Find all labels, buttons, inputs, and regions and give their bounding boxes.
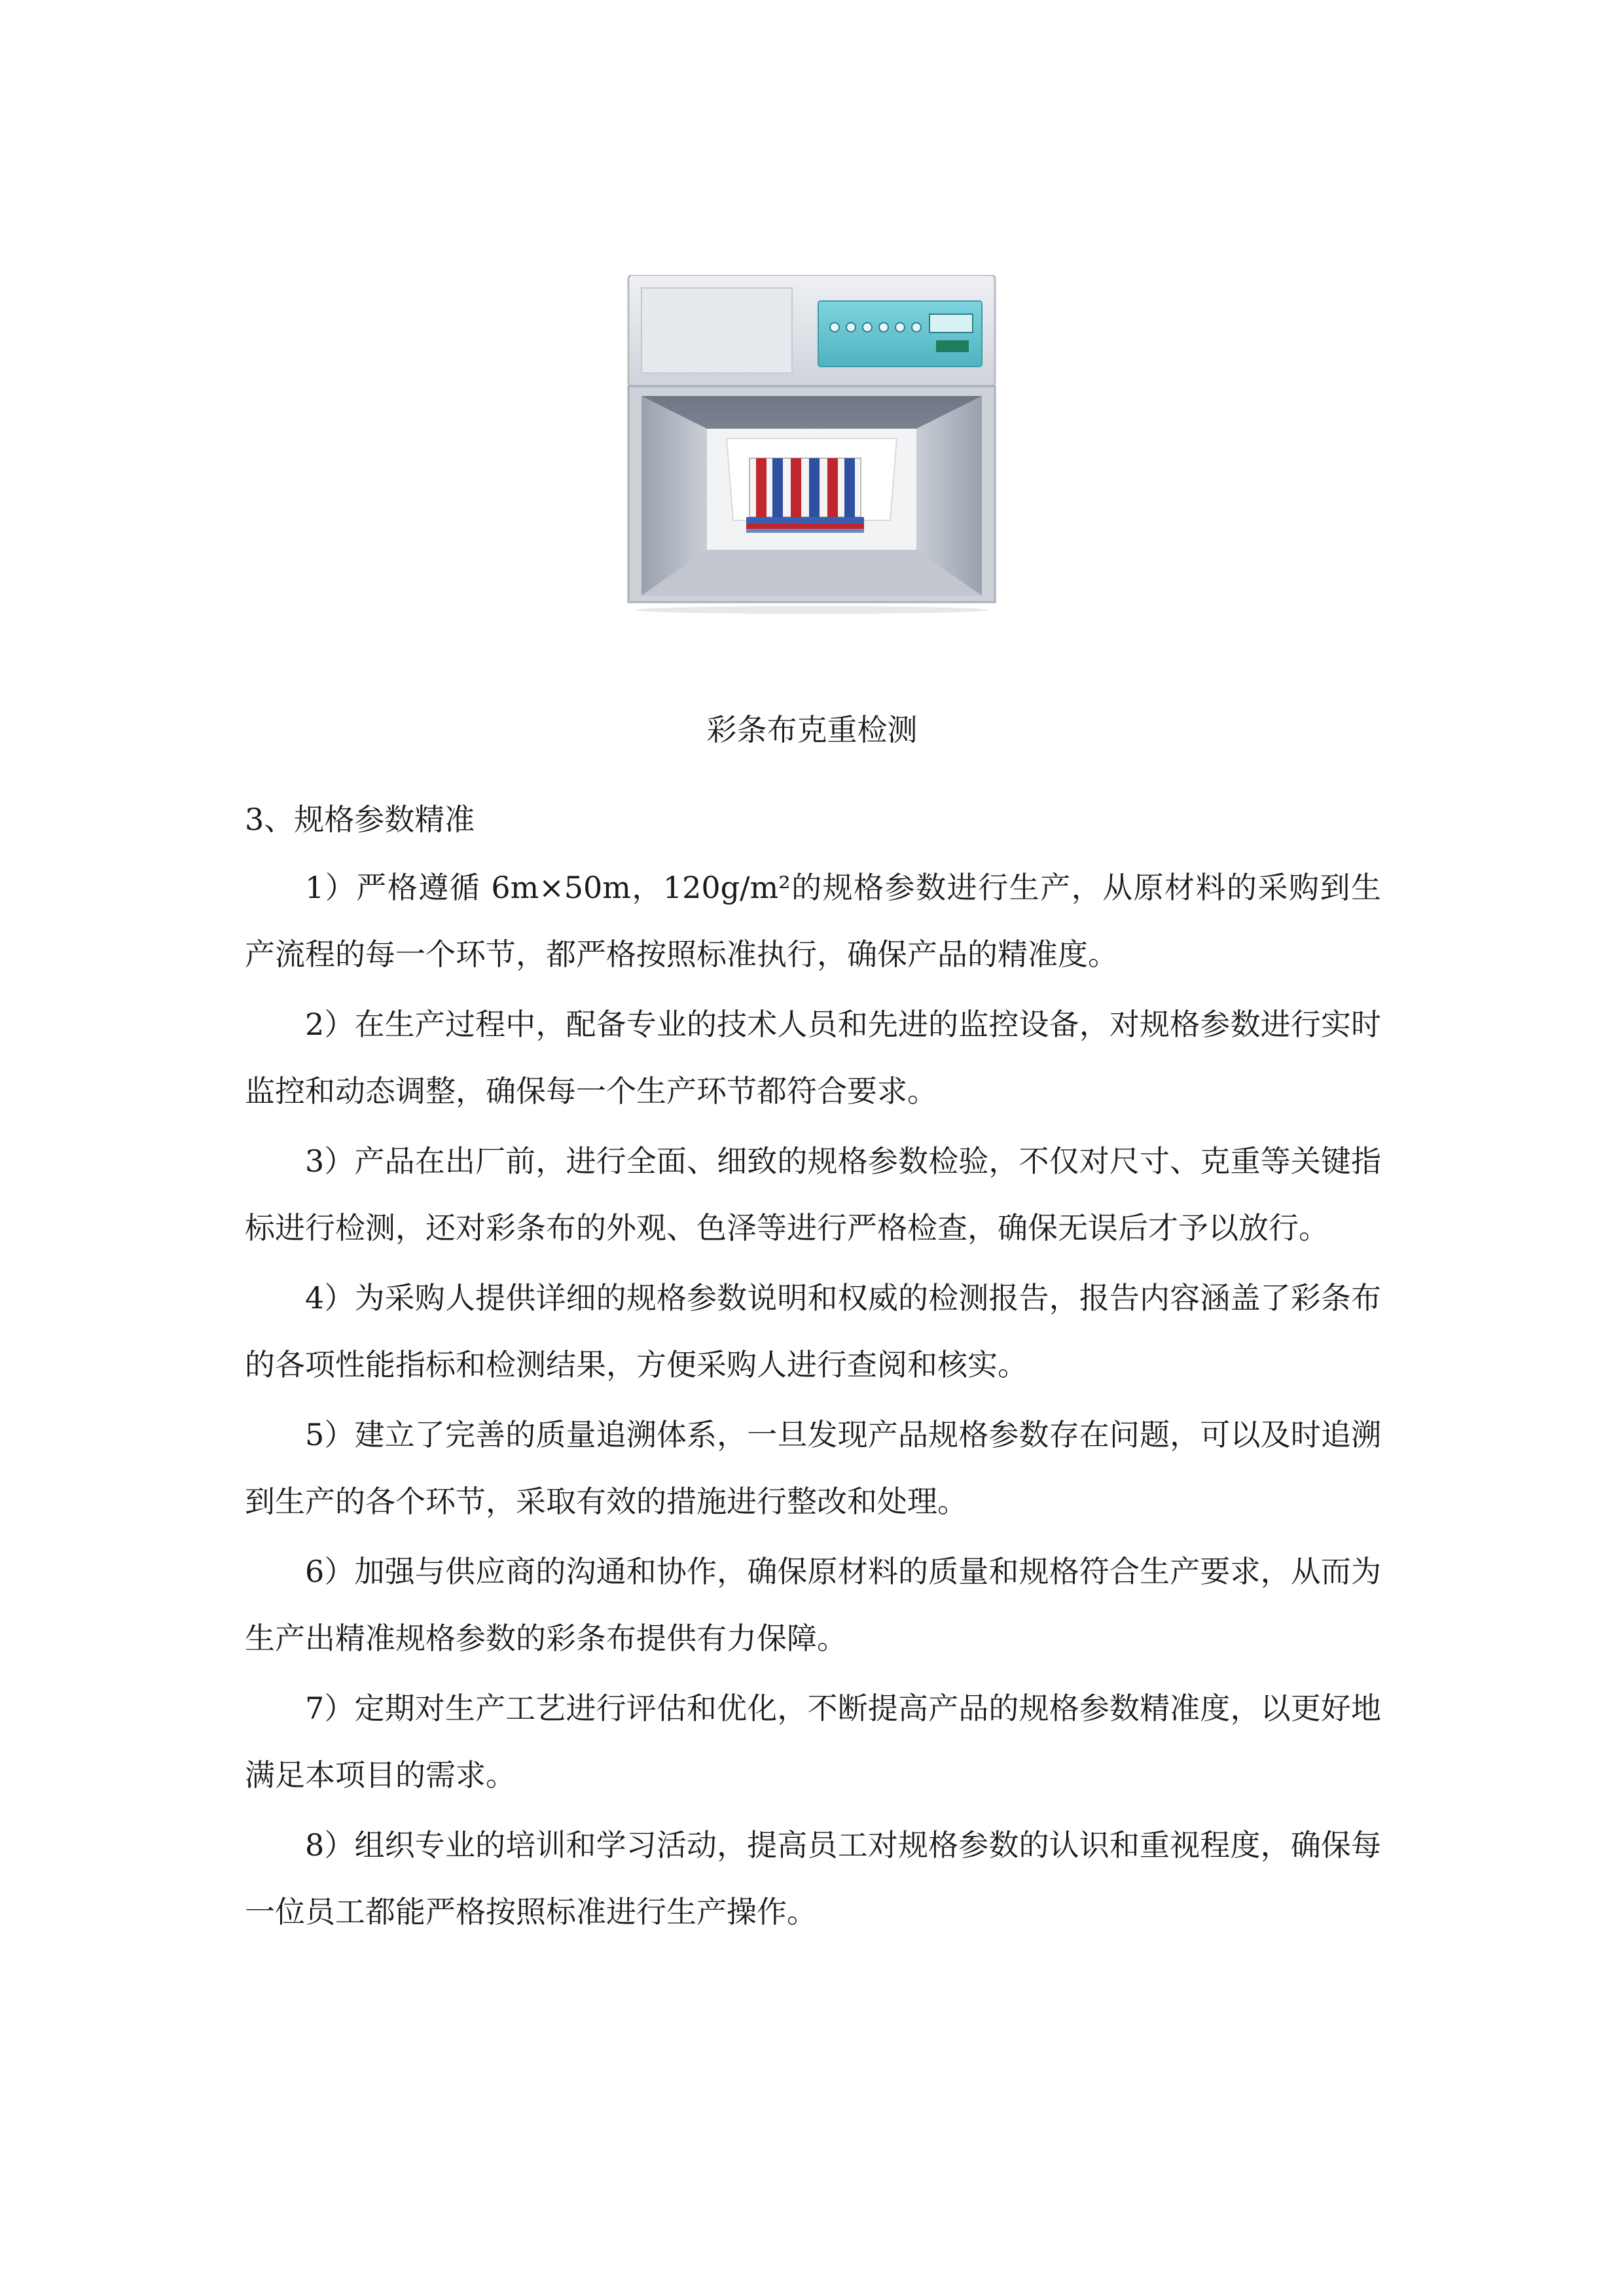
section-heading: 3、规格参数精准 bbox=[245, 802, 475, 837]
paragraph-2: 2）在生产过程中，配备专业的技术人员和先进的监控设备，对规格参数进行实时监控和动态调整，确保每一个生产环节都符合要求。 bbox=[245, 1007, 1381, 1109]
paragraph-4: 4）为采购人提供详细的规格参数说明和权威的检测报告，报告内容涵盖了彩条布的各项性能指标和检测结果，方便采购人进行查阅和核实。 bbox=[245, 1280, 1381, 1382]
color-cabinet-figure bbox=[622, 275, 1001, 615]
section-content bbox=[245, 800, 1381, 1948]
paragraph-8: 8）组织专业的培训和学习活动，提高员工对规格参数的认识和重视程度，确保每一位员工都能严格按照标准进行生产操作。 bbox=[245, 1827, 1381, 1929]
paragraph-1: 1）严格遵循 6m×50m，120g/m²的规格参数进行生产，从原材料的采购到生产流程的每一个环节，都严格按照标准执行，确保产品的精准度。 bbox=[245, 870, 1381, 972]
figure-caption: 彩条布克重检测 bbox=[706, 712, 918, 747]
paragraph-3: 3）产品在出厂前，进行全面、细致的规格参数检验，不仅对尺寸、克重等关键指标进行检测，还对彩条布的外观、色泽等进行严格检查，确保无误后才予以放行。 bbox=[245, 1143, 1381, 1246]
paragraph-6: 6）加强与供应商的沟通和协作，确保原材料的质量和规格符合生产要求，从而为生产出精准规格参数的彩条布提供有力保障。 bbox=[245, 1554, 1381, 1656]
paragraph-5: 5）建立了完善的质量追溯体系，一旦发现产品规格参数存在问题，可以及时追溯到生产的各个环节，采取有效的措施进行整改和处理。 bbox=[245, 1417, 1381, 1519]
color-assessment-cabinet-icon bbox=[622, 275, 1001, 615]
paragraph-7: 7）定期对生产工艺进行评估和优化，不断提高产品的规格参数精准度，以更好地满足本项目的需求。 bbox=[245, 1691, 1381, 1793]
